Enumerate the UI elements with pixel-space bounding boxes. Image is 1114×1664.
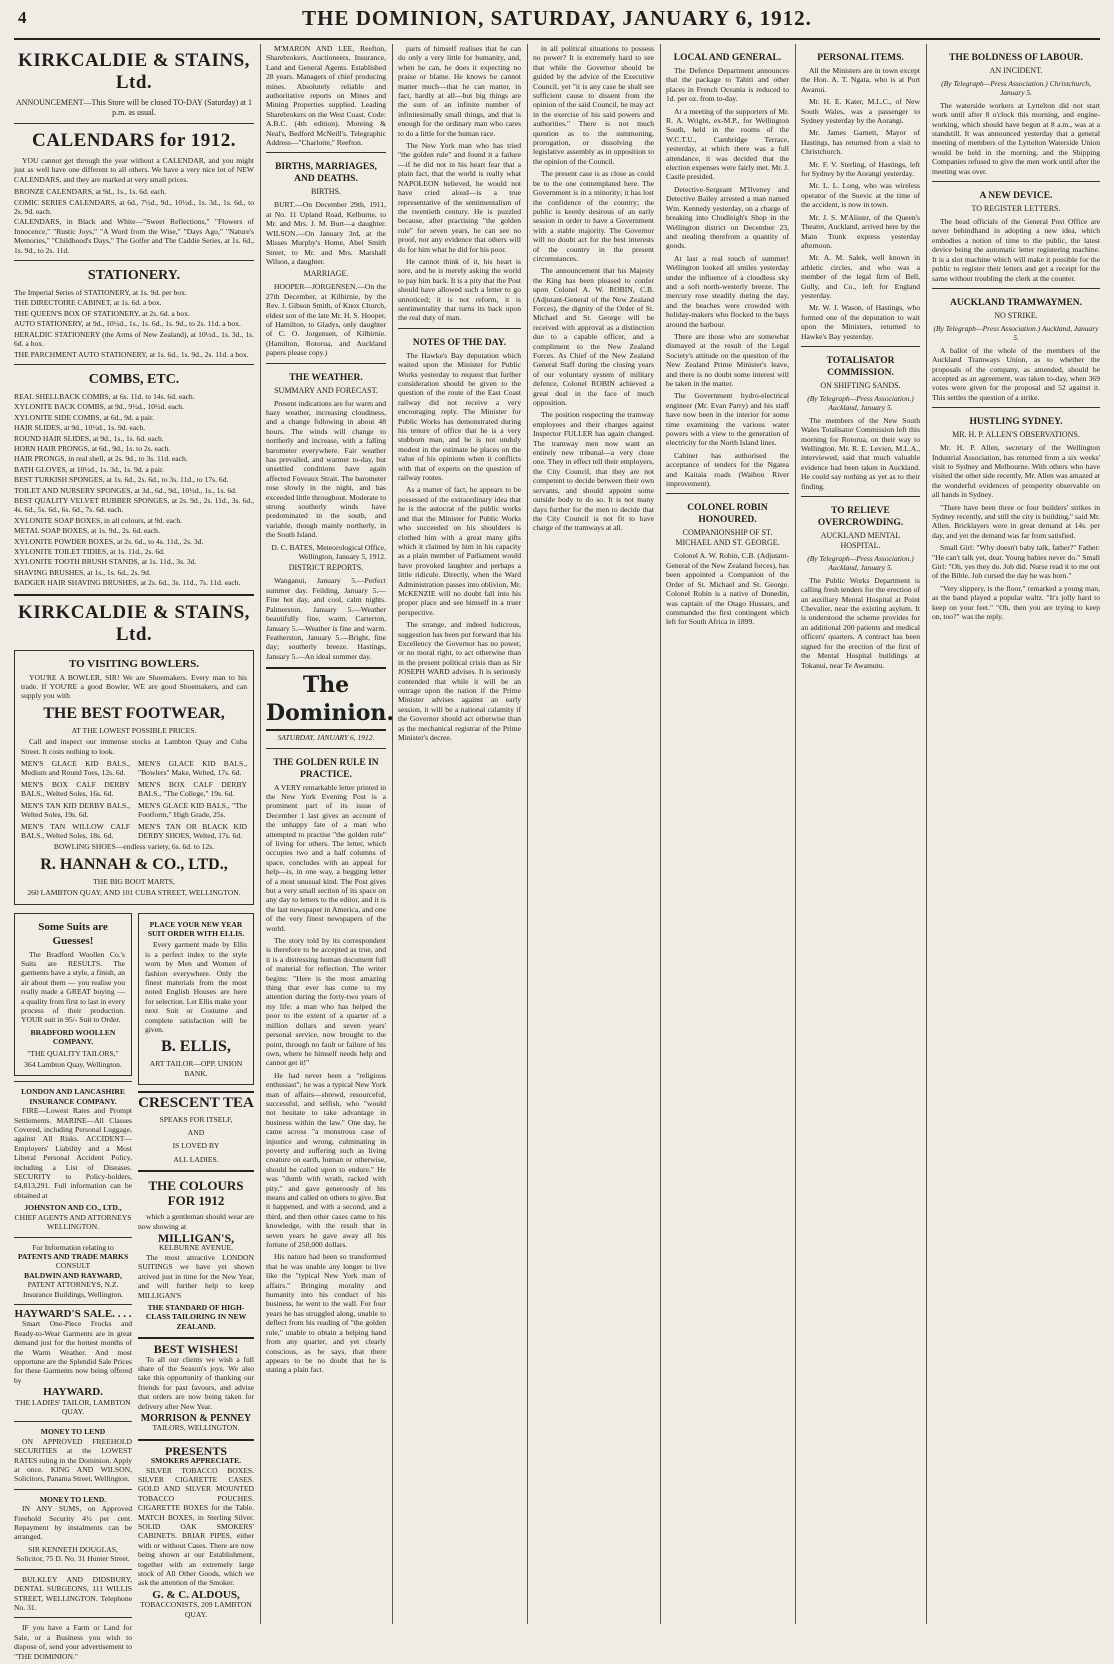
golden-rule-continued: He cannot think of it, his heart is sore, and he is merely asking the world to pay him back. It is a pity that the Post should have allowed such a letter to go unnoticed; it is not reform, it is sentimentality that turns its back upon the real duty of man.: [398, 256, 521, 323]
presents-heading: PRESENTS: [164, 1443, 228, 1458]
sydney-heading: HUSTLING SYDNEY.: [969, 417, 1063, 428]
marriage-heading: MARRIAGE.: [303, 269, 349, 279]
milligan-body: The most attractive LONDON SUITINGS we have yet shown arrived just in time for the New Year, and will further help to keep MILLIGAN'S: [138, 1252, 254, 1300]
patents-name: BALDWIN AND RAYWARD,: [24, 1270, 122, 1280]
calendar-line: CALENDARS, in Black and White—"Sweet Reflections," "Flowers of Innocence," "Rustic Joys," "A Word from the Wise," "Days Ago," "Nature's Memories," "Childhood's Days," The Golfer and The Caddie Series, at 1s. 6d., 1s. 9d., to 2s. 11d.: [14, 217, 254, 255]
column-rule: [795, 44, 796, 1624]
morrison-sub: TAILORS, WELLINGTON.: [152, 1423, 240, 1433]
totalisator-heading: TOTALISATOR COMMISSION.: [826, 355, 895, 378]
governor-paragraph: The announcement that his Majesty the King has been pleased to confer upon Colonel A. W. ROBIN, C.B. (Adjutant-General of the New Zealand Forces), the dignity of the Order of St. Michael and St. George will be received with approval as a distinction due to a capable officer, and a compliment to the New Zealand Forces. As Chief of the New Zealand General Staff during the closing years of our voluntary system of military defence, Colonel ROBIN achieved a great deal in the face of much opposition.: [533, 266, 654, 408]
ellis-name: B. ELLIS,: [161, 1038, 231, 1056]
ellis-ad: [138, 913, 254, 1086]
masthead-rule: [14, 38, 1100, 40]
crescent-heading: CRESCENT TEA: [138, 1095, 254, 1112]
newspaper-title: THE DOMINION, SATURDAY, JANUARY 6, 1912.: [302, 6, 812, 30]
page-number: 4: [18, 8, 27, 27]
combs-line: XYLONITE SOAP BOXES, in all colours, at 9d. each.: [14, 515, 183, 525]
hayward-body: Smart One-Piece Frocks and Ready-to-Wear Garments are in great demand just for the hottest months of the Warm Weather. And most opportune are the Splendid Sale Prices for these Garments now being offered by: [14, 1319, 132, 1385]
labour-sub: AN INCIDENT.: [989, 66, 1043, 75]
bowlers-item: MEN'S GLACE KID BALS., Medium and Round Toes, 12s. 6d.: [21, 759, 130, 778]
local-paragraph: At last a real touch of summer! Wellington looked all smiles yesterday under the influence of a cloudless sky and a soft north-westerly breeze. The mercury rose steadily during the day, and the beaches were crowded with holiday-makers who flocked to the bays around the harbour.: [666, 253, 789, 329]
hayward-sub: THE LADIES' TAILOR, LAMBTON QUAY.: [15, 1397, 131, 1416]
bradford-name: BRADFORD WOOLLEN COMPANY.: [30, 1027, 116, 1047]
column-4: [533, 44, 654, 1624]
combs-line: XYLONITE TOOTH BRUSH STANDS, at 1s. 11d., 3s. 3d.: [14, 557, 197, 567]
presents-sub: SMOKERS APPRECIATE.: [150, 1456, 242, 1466]
presents-body: SILVER TOBACCO BOXES. SILVER CIGARETTE CASES. GOLD AND SILVER MOUNTED TOBACCO POUCHES. CIGARETTE BOXES for the Table. MATCH BOXES, in Sterling Silver. SOLID OAK SMOKERS' CABINETS. BRIAR PIPES, either with or without Cases. There are now being shown at our Establishment, together with an extremely large stock of All Other Goods, which we ask the attention of the Smoker.: [138, 1465, 254, 1588]
personal-heading: PERSONAL ITEMS.: [817, 53, 904, 63]
crescent-line: SPEAKS FOR ITSELF,: [159, 1114, 233, 1124]
column-7: [932, 44, 1100, 1624]
combs-line: XYLONITE TOILET TIDIES, at 1s. 11d., 2s. 6d.: [14, 547, 165, 556]
calendars-heading: CALENDARS for 1912.: [32, 130, 236, 151]
column-5: [666, 44, 789, 1624]
combs-line: HAIR PRONGS, in real shell, at 2s. 9d., to 3s. 11d. each.: [14, 454, 188, 464]
bowlers-ad: [14, 650, 254, 905]
district-heading: DISTRICT REPORTS.: [288, 563, 364, 573]
governor-paragraph: The present case is as close as could be to the one contemplated here. The Government is in a minority; it has lost the confidence of the country; the public is keenly desirous of an early session in order to have a Government with a stable majority. The Governor will no doubt act for the best interests of the country in the present circumstances.: [533, 169, 654, 263]
local-paragraph: There are those who are somewhat dismayed at the result of the Legal Society's attitude on the question of the New Zealand Prime Minister's leave, and there is no doubt some interest will be taken in the matter.: [666, 331, 789, 388]
issue-date: SATURDAY, JANUARY 6, 1912.: [277, 733, 375, 743]
totalisator-body: The members of the New South Wales Totalisator Commission left this morning for Rotorua, on their way to Wellington. Mr. R. E. Levien, M.L.A., interviewed, said that much valuable evidence had been taken in Auckland. He could say nothing as yet as to their finding.: [801, 415, 920, 491]
device-body: The head officials of the General Post Office are never behindhand in adopting a new idea, which embodies a notion of time to the public, the latest device being the automatic letter registering machine. It is a slot machine which will make it possible for the public to register their letters and get a receipt for the same without troubling the clerk at the counter.: [932, 217, 1100, 283]
column-rule: [260, 44, 261, 1624]
local-paragraph: Detective-Sergeant M'Ilveney and Detective Bailey arrested a man named Wm. Kennedy yesterday, on a charge of breaking into Chudleigh's Shop in the Wellington district on December 23, and stealing therefrom a quantity of goods.: [666, 184, 789, 251]
money-body-1: ON APPROVED FREEHOLD SECURITIES at the LOWEST RATES ruling in the Dominion. Apply at once. KING AND WILSON, Solicitors, Panama Street, Wellington.: [14, 1436, 132, 1484]
ellis-address: ART TAILOR—OPP. UNION BANK.: [149, 1059, 243, 1078]
stationery-list: [14, 288, 254, 359]
calendar-line: BRONZE CALENDARS, at 9d., 1s., 1s. 6d. each.: [14, 187, 167, 197]
robin-heading: COLONEL ROBIN HONOURED.: [687, 503, 768, 526]
marriage-body: HOOPER—JORGENSEN.—On the 27th December, at Kilbirnie, by the Rev. J. Gibson Smith, of Knox Church, eldest son of the late Mr. H. S. Hooper, of Hamilton, to Gladys, only daughter of C. O. Jorgensen, of Kilbirnie. (Hamilton, Rotorua, and Auckland papers please copy.): [266, 282, 386, 358]
combs-line: REAL SHELLBACK COMBS, at 6s. 11d. to 14s. 6d. each.: [14, 391, 195, 401]
golden-rule-paragraph: The story told by its correspondent is therefore to be accepted as true, and it is a distressing human document full of material for reflection. The writer begins: "Here is the most amazing thing that ever has come to my attention during the forty-two years of my life: a man who has helped the poor to the extent of a quarter of a million dollars and seven years' personal service, now brought to the point, through no fault or failure of his own, where he himself needs help and cannot get it!": [266, 936, 386, 1068]
insurance-body: FIRE—Lowest Rates and Prompt Settlements. MARINE—All Classes Covered, including Personal Luggage, against All Risks. ACCIDENT—Employers' Liability and a Most Liberal Personal Accident Policy, including a List of Diseases. SECURITY to Policy-holders, £4,813,291. Full information can be obtained at: [14, 1106, 132, 1200]
crescent-line: AND: [187, 1128, 205, 1138]
local-paragraph: The Government hydro-electrical engineer (Mr. Evan Parry) and his staff have now been in the interior for some time examining the various water powers with a view to the generation of electricity for the North Island lines.: [666, 391, 789, 448]
ellis-heading: PLACE YOUR NEW YEAR SUIT ORDER WITH ELLIS.: [147, 919, 245, 938]
aldous-name: G. & C. ALDOUS,: [152, 1588, 240, 1601]
combs-line: TOILET AND NURSERY SPONGES, at 3d., 6d., 9d., 10½d., 1s., 1s. 6d.: [14, 485, 237, 495]
personal-paragraph: Mr. J. S. M'Alister, of the Queen's Theatre, Auckland, arrived here by the Main Trunk express yesterday afternoon.: [801, 212, 920, 250]
bowlers-shoes: BOWLING SHOES—endless variety, 6s. 6d. to 12s.: [53, 842, 215, 852]
column-rule: [527, 44, 528, 1624]
births-heading: BIRTHS.: [311, 187, 341, 197]
births-body: BURT.—On December 29th, 1911, at No. 11 Upland Road, Kelburne, to Mr. and Mrs. J. M. Burt—a daughter. WILSON.—On January 3rd, at the Misses Murphy's Home, Abel Smith Street, to Mr. and Mrs. Marshall Wilson, a daughter.: [266, 200, 386, 266]
totalisator-sub: ON SHIFTING SANDS.: [820, 380, 901, 390]
kirkcaldie-heading-2: KIRKCALDIE & STAINS, Ltd.: [18, 601, 250, 645]
device-heading: A NEW DEVICE.: [979, 191, 1053, 202]
bowlers-best-footwear: THE BEST FOOTWEAR,: [43, 704, 225, 722]
tram-dateline: (By Telegraph—Press Association.) Auckland, January 5.: [933, 323, 1099, 343]
weather-signature: D. C. BATES, Meteorological Office, Wellington, January 5, 1912.: [271, 542, 386, 562]
money-body-2: IN ANY SUMS, on Approved Freehold Security 4½ per cent. Repayment by instalments can be arranged.: [14, 1504, 132, 1542]
wishes-body: To all our clients we wish a full share of the Season's joys. We also take this opportunity of thanking our friends for past favours, and advise that orders are now being taken for delivery after New Year.: [138, 1354, 254, 1411]
sydney-paragraph: Small Girl: "Why doesn't baby talk, father?" Father: "He can't talk yet, dear. Young babies never do." Small Girl: "Oh, yes they do. Job did. Nurse read it to me out of the Bible. Job cursed the day he was born.": [932, 543, 1100, 581]
bowlers-item: MEN'S TAN KID DERBY BALS., Welted Soles, 19s. 6d.: [21, 800, 130, 820]
stationery-heading: STATIONERY.: [87, 268, 181, 284]
stationery-line: The Imperial Series of STATIONERY, at 1s. 9d. per box.: [14, 288, 187, 298]
personal-paragraph: Mr. W. J. Wason, of Hastings, who formed one of the deputation to wait upon the Ministers, returned to Hawke's Bay yesterday.: [801, 303, 920, 341]
patents-intro: For Information relating to: [32, 1242, 114, 1252]
local-paragraph: Cabinet has authorised the acceptance of tenders for the Ngatea and Kaitaia roads (Waihou River improvement).: [666, 450, 789, 489]
bradford-heading: Some Suits are Guesses!: [38, 920, 108, 947]
calendar-line: COMIC SERIES CALENDARS, at 6d., 7½d., 9d., 10½d., 1s. 3d., 1s. 6d., to 2s. 9d. each.: [14, 197, 254, 217]
weather-heading: THE WEATHER.: [289, 372, 363, 383]
masthead: [14, 6, 1100, 38]
stationery-line: THE DIRECTOIRE CABINET, at 1s. 6d. a box.: [14, 298, 162, 308]
patents-heading: PATENTS AND TRADE MARKS: [17, 1251, 129, 1261]
tram-body: A ballot of the whole of the members of the Auckland Tramways Union, as to whether the proposals of the company, as amended, should be accepted as an agreement, was taken to-day, when 369 votes were given for the proposal and 52 against it. This settles the question of a strike.: [932, 345, 1100, 402]
bowlers-item: MEN'S GLACE KID BALS., "Bowlers" Make, Welted, 17s. 6d.: [138, 759, 247, 778]
insurance-heading: LONDON AND LANCASHIRE INSURANCE COMPANY.: [21, 1087, 125, 1106]
bulkley-body: BULKLEY AND DIDSBURY, DENTAL SURGEONS, 111 WILLIS STREET, WELLINGTON. Telephone No. 31.: [14, 1574, 132, 1612]
combs-line: ROUND HAIR SLIDES, at 9d., 1s., 1s. 6d. each.: [14, 433, 164, 443]
patents-sub: PATENT ATTORNEYS, N.Z. Insurance Buildings, Wellington.: [22, 1280, 124, 1299]
crescent-line: ALL LADIES.: [173, 1154, 219, 1164]
kirkcaldie-heading: KIRKCALDIE & STAINS, Ltd.: [18, 50, 250, 93]
weather-sub: SUMMARY AND FORECAST.: [274, 385, 378, 395]
ads-subcol-left: [14, 909, 132, 1664]
money-name-2: SIR KENNETH DOUGLAS, Solicitor, 75 D. No. 31 Hunter Street.: [16, 1544, 130, 1564]
notes-paragraph: The Hawke's Bay deputation which waited upon the Minister for Public Works yesterday to request that further consideration should be given to the question of the route of the East Coast railway did not receive a very encouraging reply. The Minister for Public Works has demonstrated during his tenure of office that he is a very stubborn man, and he is not unduly modest in the estimate he places on the value of his opinions when it conflicts with that of experts on the question of railway routes.: [398, 350, 521, 483]
relieve-sub: AUCKLAND MENTAL HOSPITAL.: [820, 531, 901, 551]
bowlers-items: [21, 759, 247, 840]
local-paragraph: At a meeting of the supporters of Mr. R. A. Wright, ex-M.P., for Wellington South, held in the rooms of the W.C.T.U., Cambridge Terrace, yesterday, at which there was a full attendance, it was decided that the election expenses were fairly met. Mr. J. Castle presided.: [666, 106, 789, 182]
tram-sub: NO STRIKE.: [994, 310, 1038, 320]
money-heading-2: MONEY TO LEND.: [39, 1494, 107, 1504]
device-sub: TO REGISTER LETTERS.: [971, 204, 1061, 214]
combs-line: BADGER HAIR SHAVING BRUSHES, at 2s. 6d., 3s. 11d., 7s. 11d. each.: [14, 578, 241, 588]
governor-paragraph: in all political situations to possess no power? It is extremely hard to see that while the Governor should be guided by the advice of the Executive Council, yet "it is any case he shall see sufficient cause to dissent from the opinion of the said Council, he may act in the exercise of his said powers and authorities." There is not much question as to the summoning, prorogation, or dissolving the legislative assembly as in opposition to the opinion of the Council.: [533, 44, 654, 166]
maroon-ad: M'MARON AND LEE, Reefton, Sharebrokers, Auctioneers, Insurance, Land and General Agents. Established 28 years. Managers of chief producing mines. Absolutely reliable and authoritative reports on Mines and Mining Properties supplied. Leading Sharebrokers on the West Coast. Code: A.B.C. (4th edition). Moreing & Neal's, Bedford McNeill's. Telegraphic Address—"Charlotte," Reefton.: [266, 44, 386, 148]
local-paragraph: The Defence Department announces that the package to Tahiti and other places in French Oceania is reduced to 1d. per oz. from to-day.: [666, 66, 789, 104]
notes-paragraph: The strange, and indeed ludicrous, suggestion has been put forward that his Excellency the Governor has no power, or no moral right, to act otherwise than in the present political crisis than as Sir JOSEPH WARD advises. It is seriously contended that while it will be an outrage upon the nation if the Prime Minister advises against an early session, it will be a national calamity if the Governor should act otherwise than as the mechanical registrar of the Prime Minister's decree.: [398, 620, 521, 743]
stationery-line: THE PARCHMENT AUTO STATIONERY, at 1s. 6d., 1s. 9d., 2s. 11d. a box.: [14, 349, 249, 359]
personal-paragraph: Mr. James Garnett, Mayor of Hastings, has returned from a visit to Christchurch.: [801, 128, 920, 157]
golden-rule-paragraph: His nature had been so transformed that he was unable any longer to live like the "typical New York man of affairs." Bringing morality and humanity into his conduct of his business, he went to the wall. For four years he has struggled along, unable to deflect from his reading of "the golden rule," unable to obtain a helping hand from any quarter, and yet clearly conscious, as he says, that there appears to be no doubt that he is stating a plain fact.: [266, 1252, 386, 1375]
golden-rule-heading: THE GOLDEN RULE IN PRACTICE.: [273, 757, 379, 780]
calendars-list: [14, 187, 254, 255]
personal-paragraph: Mr. F. V. Sterling, of Hastings, left for Sydney by the Aorangi yesterday.: [801, 159, 920, 179]
sydney-paragraph: "There have been three or four builders' strikes in Sydney recently, and still the city is building," said Mr. Allen. Bricklayers were in great demand at 14s. per day, and yet the demand was far from satisfied.: [932, 502, 1100, 540]
combs-line: XYLONITE POWDER BOXES, at 2s. 6d., to 4s. 11d., 2s. 3d.: [14, 536, 204, 546]
crescent-line: IS LOVED BY: [172, 1141, 220, 1151]
local-heading: LOCAL AND GENERAL.: [673, 53, 782, 63]
sydney-paragraph: Mr. H. P. Allen, secretary of the Wellington Industrial Association, has returned from a six weeks' visit to Sydney and Melbourne. With others who have visited the other side recently, Mr. Allen was amazed at the wonderful evidences of prosperity observable on all hands in Sydney.: [932, 443, 1100, 500]
hayward-heading: HAYWARD'S SALE. . . .: [14, 1307, 132, 1320]
combs-line: SHAVING BRUSHES, at 1s., 1s. 6d., 2s. 9d.: [14, 567, 151, 577]
bowlers-item: MEN'S GLACE KID BALS., "The Footform," High Grade, 25s.: [138, 800, 247, 820]
milligan-tag: THE STANDARD OF HIGH-CLASS TAILORING IN NEW ZEALAND.: [145, 1302, 247, 1331]
column-rule: [660, 44, 661, 1624]
hannah-sub: THE BIG BOOT MARTS,: [93, 876, 175, 886]
kirkcaldie-announcement: ANNOUNCEMENT—This Store will be closed TO-DAY (Saturday) at 1 p.m. as usual.: [16, 98, 252, 117]
golden-rule-paragraph: He had never been a "religious enthusiast"; he was a typical New York man of affairs—shrewd, resourceful, successful, and selfish, who "would not hesitate to take advantage in business within the law." One day, he came across "a monstrous case of injustice and wrong, culminating in poverty and suffering such as living creature on earth, human or otherwise, should be called upon to endure." He was "dumb with wrath, racked with pity," and gave generously of his means and called on others to give. But it happened, and with a second, and a third, and then other cases came to his knowledge, with the result that in seven years he gave away all his fortune of 250,000 dollars.: [266, 1070, 386, 1250]
aldous-address: TOBACCONISTS, 209 LAMBTON QUAY.: [140, 1600, 252, 1619]
combs-list: [14, 392, 254, 588]
ads-row: [14, 909, 254, 1664]
milligan-name: MILLIGAN'S,: [157, 1231, 235, 1246]
bmd-heading: BIRTHS, MARRIAGES, AND DEATHS.: [275, 162, 377, 185]
combs-heading: COMBS, ETC.: [88, 371, 180, 387]
bradford-quote: "THE QUALITY TAILORS,": [27, 1048, 119, 1058]
relieve-heading: TO RELIEVE OVERCROWDING.: [817, 506, 904, 529]
combs-line: METAL SOAP BOXES, at 1s. 9d., 2s. 6d. each.: [14, 526, 160, 536]
combs-line: XYLONITE SIDE COMBS, at 6d., 9d. a pair.: [14, 412, 155, 422]
bradford-body: The Bradford Woollen Co.'s Suits are RESULTS. The garments have a style, a finish, an air about them — you realise you really made a GREAT buying — a quality from first to last in every process of their production. YOUR suit in 95/- Suit to Order.: [21, 949, 125, 1025]
combs-line: XYLONITE BACK COMBS, at 9d., 9½d., 10½d. each.: [14, 402, 185, 412]
bowlers-intro: YOU'RE A BOWLER, SIR! We are Shoemakers. Every man to his trade. If YOU'RE a good Bowler, WE are good Shoemakers, and can supply you with: [21, 672, 247, 701]
hannah-name: R. HANNAH & CO., LTD.,: [40, 855, 228, 873]
milligan-address: KELBURNE AVENUE.: [158, 1243, 234, 1253]
ads-subcol-right: [138, 909, 254, 1664]
totalisator-dateline: (By Telegraph—Press Association.) Auckland, January 5.: [807, 393, 914, 413]
governor-paragraph: The position respecting the tramway employees and their charges against Inspector FULLER has again changed. The tramway men now want an entirely new tribunal—a very close one. They in effect tell their employers, the City Council, that they are not competent to decide between their own servants, and should appoint some outside body to do so. It is not many days further for the men to decide that the City Council is not fit to have charge of the tramways at all.: [533, 410, 654, 533]
combs-line: BEST QUALITY VELVET RUBBER SPONGES, at 2s. 9d., 2s. 11d., 3s. 6d., 4s. 6d., 5s. 6d., 6s. 6d., 7s. 6d. each.: [14, 495, 254, 515]
personal-paragraph: Mr. L. L. Long, who was wireless operator of the Suevic at the time of the accident, is now in town.: [801, 181, 920, 210]
column-rule: [926, 44, 927, 1624]
column-ads-left: [14, 44, 254, 1661]
bowlers-item: MEN'S TAN WILLOW CALF BALS., Welted Soles, 18s. 6d.: [21, 821, 130, 840]
labour-dateline: (By Telegraph—Press Association.) Christchurch, January 5.: [941, 79, 1091, 98]
bradford-ad: [14, 913, 132, 1077]
tram-heading: AUCKLAND TRAMWAYMEN.: [950, 297, 1082, 308]
stationery-line: HERALDIC STATIONERY (the Arms of New Zealand), at 10½d., 1s. 3d., 1s. 6d. a box.: [14, 329, 254, 349]
sydney-paragraph: "Very slippery, is the floor," remarked a young man, as the band played a popular waltz. "It's jolly hard to keep on your feet." "Oh, then you are trying to keep on, too?" was the reply.: [932, 583, 1100, 622]
robin-body: Colonel A. W. Robin, C.B. (Adjutant-General of the New Zealand forces), has been appointed a Companion of the Order of St. Michael and St. George. Colonel Robin is a native of Dunedin, was captain of the Otago Hussars, and commanded the first contingent which left for South Africa in 1899.: [666, 551, 789, 627]
notes-heading: NOTES OF THE DAY.: [412, 337, 507, 348]
personal-paragraph: Mr. H. E. Kater, M.L.C., of New South Wales, was a passenger to Sydney yesterday by the Aorangi.: [801, 97, 920, 126]
bowlers-heading: TO VISITING BOWLERS.: [68, 657, 200, 670]
relieve-dateline: (By Telegraph—Press Association.) Auckland, January 5.: [807, 554, 914, 573]
golden-rule-continued: parts of himself realises that he can do only a very little for humanity, and, when he can, he does it expecting no praise or blame. He knows he cannot matter much—that he can matter, in fact, hardly at all—but big things are the sum of an infinite number of infinitesimally small things, and that is enough for the ordinary man who cares to do a little for the human race.: [398, 44, 521, 138]
combs-line: HAIR SLIDES, at 9d., 10½d., 1s. 9d. each.: [14, 423, 146, 433]
bowlers-prices: AT THE LOWEST POSSIBLE PRICES.: [71, 725, 197, 735]
personal-paragraph: Mr. A. M. Salek, well known in athletic circles, and who was a member of the legal firm of Bell, Gully, and Co., left for England yesterday.: [801, 253, 920, 300]
column-rule: [392, 44, 393, 1624]
insurance-agent: JOHNSTON AND CO., LTD.,: [24, 1203, 122, 1213]
patents-consult: CONSULT: [55, 1261, 91, 1271]
newspaper-nameplate: The Dominion.: [266, 667, 386, 731]
golden-rule-continued: The New York man who has tried "the golden rule" and found it a failure—if he did not in his heart fear that a plain fact, that the world is really what NAPOLEON believed, he would not have cried aloud—is a true representative of the sentimentalism of the twentieth century. He is puzzled because, after practising "the golden rule" for seven years, he can see no proof, nor any evidence that others will do for him what he did for his poor.: [398, 141, 521, 254]
land-body: IF you have a Farm or Land for Sale, or a Business you wish to dispose of, send your advertisement to "THE DOMINION.": [14, 1623, 132, 1661]
weather-body: Present indications are for warm and hazy weather, increasing cloudiness, and a change following in about 48 hours. The winds will change to northerly and increase, with a falling barometer everywhere. Fair weather has prevailed, and warmer to-day, but unsettled conditions have again affected Foveaux Strait. The barometer rose slowly in the night, and has exceeded little throughout. Moderate to strong southerly winds have predominated in the south, and variable, though mainly northerly, in the South Island.: [266, 398, 386, 540]
wishes-heading: BEST WISHES!: [153, 1342, 239, 1357]
bowlers-item: MEN'S BOX CALF DERBY BALS., Welted Soles, 16s. 6d.: [21, 779, 130, 799]
ellis-body: Every garment made by Ellis is a perfect index to the style worn by Men and Women of fashion everywhere. Only the finest materials from the most noted English Houses are here for selection. Let Ellis make your next Suit or Costume and complete satisfaction will be given.: [145, 940, 247, 1034]
bowlers-call: Call and inspect our immense stocks at Lambton Quay and Cuba Street. It costs nothing to look.: [21, 737, 247, 756]
column-6: [801, 44, 920, 1624]
insurance-agent-sub: CHIEF AGENTS AND ATTORNEYS WELLINGTON.: [14, 1212, 132, 1232]
notes-paragraph: As a matter of fact, he appears to be possessed of the extraordinary idea that he is the autocrat of the public works and that the Minister for Public Works who succeeded on his shoulders is clothed him with a great many gifts which it claimed by him in his capacity as a plain member of Parliament would have provoked laughter and perhaps a little ridicule. Directly, when the Ward Administration passes into oblivion, Mr. McKENZIE will no doubt fall into his proper place and see himself in a truer perspective.: [398, 485, 521, 617]
personal-paragraph: All the Ministers are in town except the Hon. A. T. Ngata, who is at Port Awanui.: [801, 66, 920, 94]
colours-body: which a gentleman should wear are now showing at: [138, 1212, 254, 1231]
relieve-body: The Public Works Department is calling fresh tenders for the erection of an auxiliary Mental Hospital at Point Chevalier, near the existing asylum. It is understood the scheme provides for an additional 200 patients and medical officers' quarters. A contract has been signed for the erection of the first of the Mental Hospital buildings at Tokanui, near Te Awamutu.: [801, 575, 920, 670]
combs-line: HORN HAIR PRONGS, at 6d., 9d., 1s. to 2s. each.: [14, 443, 171, 453]
labour-body: The waterside workers at Lyttelton did not start work until after 8 o'clock this morning, and engine-working, which should have begun at 8 a.m., was at a standstill. It was announced yesterday that a general meeting of members of the Lyttelton Waterside Union would be held in the morning, and the Shipping Companies refused to give the men work until after the meeting was over.: [932, 100, 1100, 176]
robin-sub: COMPANIONSHIP OF ST. MICHAEL AND ST. GEORGE.: [675, 528, 780, 548]
district-body: Wanganui, January 5.—Perfect summer day. Feilding, January 5.—Fine hot day, and cool, calm nights. Palmerston, January 5.—Weather beautifully fine, warm. Carterton, January 5.—Weather is fine and warm. Featherston, January 5.—Bright, fine day; southerly breeze. Hastings, January 5.—An ideal summer day.: [266, 576, 386, 661]
combs-line: BATH GLOVES, at 10½d., 1s. 3d., 1s. 9d. a pair.: [14, 464, 164, 474]
column-2: [266, 44, 395, 1624]
hayward-name: HAYWARD.: [43, 1386, 103, 1399]
calendars-intro: YOU cannot get through the year without a CALENDAR, and you might just as well have one different to all others. We have a very nice lot of NEW CALENDARS, and they are marked at very small prices.: [14, 156, 254, 184]
bowlers-item: MEN'S BOX CALF DERBY BALS., "The College," 19s. 6d.: [138, 779, 247, 799]
hannah-address: 260 LAMBTON QUAY, AND 101 CUBA STREET, WELLINGTON.: [27, 888, 241, 898]
bowlers-item: MEN'S TAN OR BLACK KID DERBY SHOES, Welted, 17s. 6d.: [138, 821, 247, 840]
bradford-address: 364 Lambton Quay, Wellington.: [24, 1060, 122, 1069]
colours-heading: THE COLOURS FOR 1912: [148, 1178, 244, 1209]
labour-heading: THE BOLDNESS OF LABOUR.: [949, 53, 1083, 63]
golden-rule-paragraph: A VERY remarkable letter printed in the New York Evening Post is a prominent part of its issue of December 1 last gives an account of the unhappy fate of a man who attempted to practise "the golden rule" of living for others. The letter, which occupies two and a half columns of space, concludes with an appeal for help—is, in one way, a begging letter of a most unusual kind. The Post gives but a very small section of its space on any day to letters to the editor, and it is the last newspaper in America, and one of the very finest newspapers of the world.: [266, 782, 386, 933]
stationery-line: THE QUEEN'S BOX OF STATIONERY, at 2s. 6d. a box.: [14, 308, 190, 318]
combs-line: BEST TURKISH SPONGES, at 1s. 6d., 2s. 6d., to 3s. 11d., to 17s. 6d.: [14, 475, 229, 485]
morrison-name: MORRISON & PENNEY: [140, 1412, 252, 1424]
sydney-sub: MR. H. P. ALLEN'S OBSERVATIONS.: [952, 430, 1080, 440]
money-heading-1: MONEY TO LEND: [40, 1427, 106, 1437]
stationery-line: AUTO STATIONERY, at 9d., 10½d., 1s., 1s. 6d., 1s. 9d., to 2s. 11d. a box.: [14, 319, 241, 329]
column-3: [398, 44, 521, 1624]
